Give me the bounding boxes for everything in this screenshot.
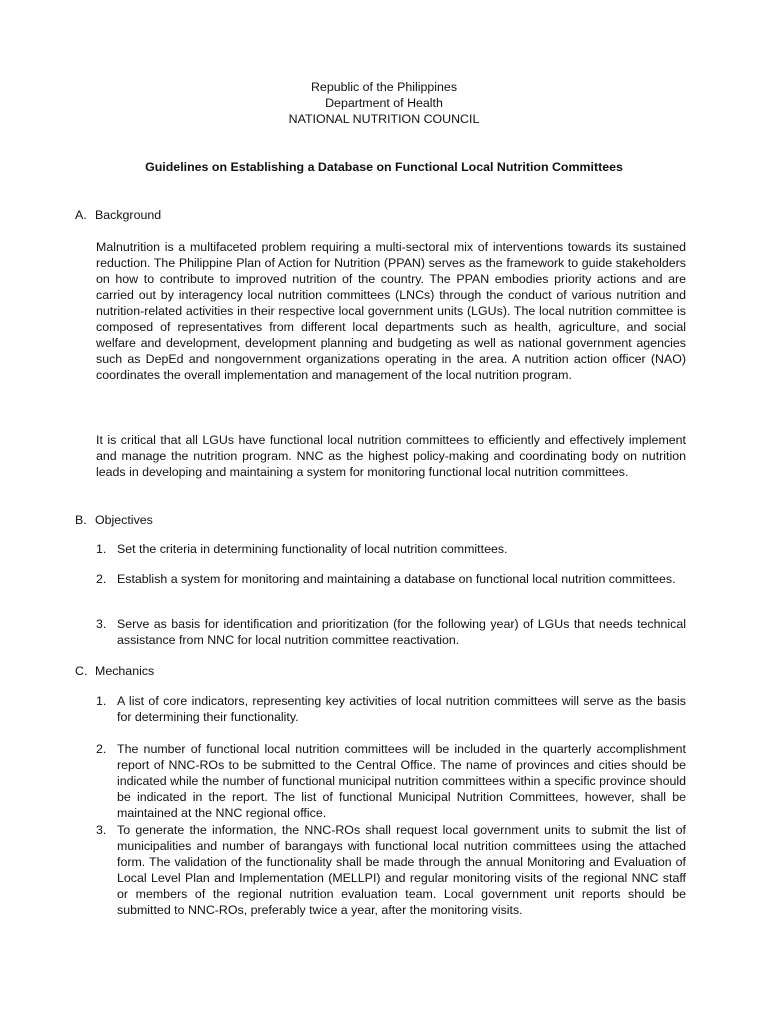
item-number: 1. [96, 694, 107, 708]
header-republic: Republic of the Philippines [310, 80, 458, 94]
section-title: Objectives [95, 513, 153, 527]
section-letter: A. [75, 208, 87, 222]
item-text: Establish a system for monitoring and maintaining a database on functional local nutrition committees. [117, 572, 676, 586]
item-text: To generate the information, the NNC-ROs shall request local government units to submit the list of municipalities and number of barangays with functional local nutrition committees using the attached form. The validation of the functionality shall be made through the annual Monitoring and Evaluation of Local Level Plan and Implementation (MELLPI) and regular monitoring visits of the regional NNC staff or members of the regional nutrition evaluation team. Local government unit reports should be submitted to NNC-ROs, preferably twice a year, after the monitoring visits. [117, 823, 686, 917]
item-number: 3. [96, 823, 107, 837]
section-heading-objectives [75, 512, 153, 528]
section-title: Background [95, 208, 162, 222]
item-text: A list of core indicators, representing key activities of local nutrition committees will serve as the basis for determining their functionality. [117, 694, 686, 724]
mechanics-item-1 [96, 693, 686, 725]
mechanics-item-3 [96, 822, 686, 918]
item-number: 2. [96, 742, 107, 756]
item-text: Serve as basis for identification and prioritization (for the following year) of LGUs that needs technical assistance from NNC for local nutrition committee reactivation. [117, 617, 686, 647]
section-heading-mechanics [75, 663, 154, 679]
section-title: Mechanics [95, 664, 155, 678]
item-text: Set the criteria in determining functionality of local nutrition committees. [117, 542, 508, 556]
objective-item-1 [96, 541, 686, 557]
item-number: 1. [96, 542, 107, 556]
header-department: Department of Health [325, 96, 443, 110]
mechanics-item-2 [96, 741, 686, 821]
item-number: 3. [96, 617, 107, 631]
document-header [0, 79, 768, 127]
objective-item-3 [96, 616, 686, 648]
document-title: Guidelines on Establishing a Database on Functional Local Nutrition Committees [145, 160, 623, 174]
header-council: NATIONAL NUTRITION COUNCIL [288, 112, 480, 126]
objective-item-2 [96, 571, 686, 587]
item-number: 2. [96, 572, 107, 586]
section-letter: C. [75, 664, 88, 678]
section-heading-background [75, 207, 161, 223]
background-paragraph-1: Malnutrition is a multifaceted problem requiring a multi-sectoral mix of interventions towards its sustained reduction. The Philippine Plan of Action for Nutrition (PPAN) serves as the framework to guide stakeholders on how to contribute to improved nutrition of the country. The PPAN embodies priority actions and are carried out by interagency local nutrition committees (LNCs) through the conduct of various nutrition and nutrition-related activities in their respective local government units (LGUs). The local nutrition committee is composed of representatives from different local departments such as health, agriculture, and social welfare and development, development planning and budgeting as well as national government agencies such as DepEd and nongovernment organizations operating in the area. A nutrition action officer (NAO) coordinates the overall implementation and management of the local nutrition program. [96, 240, 686, 382]
item-text: The number of functional local nutrition committees will be included in the quarterly accomplishment report of NNC-ROs to be submitted to the Central Office. The name of provinces and cities should be indicated while the number of functional municipal nutrition committees within a specific province should be indicated in the report. The list of functional Municipal Nutrition Committees, however, shall be maintained at the NNC regional office. [117, 742, 686, 820]
background-paragraph-2: It is critical that all LGUs have functional local nutrition committees to efficiently and effectively implement and manage the nutrition program. NNC as the highest policy-making and coordinating body on nutrition leads in developing and maintaining a system for monitoring functional local nutrition committees. [96, 433, 686, 479]
section-letter: B. [75, 513, 87, 527]
